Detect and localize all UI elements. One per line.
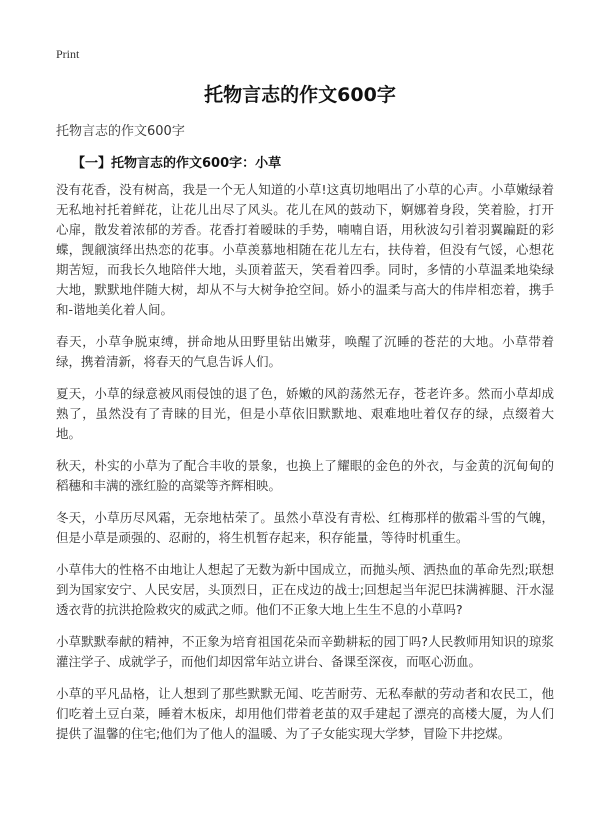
document-title: 托物言志的作文600字 (204, 84, 396, 106)
article-body (56, 180, 554, 756)
paragraph-6: 小草伟大的性格不由地让人想起了无数为新中国成立，而抛头颅、洒热血的革命先烈;联想到为国家安宁、人民安居，头顶烈日，正在戍边的战士;回想起当年泥巴抹满裤腿、汗水湿透衣背的抗洪抢险救灾的威武之师。他们不正象大地上生生不息的小草吗? (56, 562, 554, 617)
paragraph-4: 秋天，朴实的小草为了配合丰收的景象，也换上了耀眼的金色的外衣，与金黄的沉甸甸的稻穗和丰满的涨红脸的高粱等齐辉相映。 (56, 458, 554, 493)
paragraph-2: 春天，小草争脱束缚，拼命地从田野里钻出嫩芽，唤醒了沉睡的苍茫的大地。小草带着绿，携着清新，将春天的气息告诉人们。 (56, 334, 554, 369)
paragraph-7: 小草默默奉献的精神，不正象为培育祖国花朵而辛勤耕耘的园丁吗?人民教师用知识的琼浆灌注学子、成就学子，而他们却因常年站立讲台、备课至深夜，而呕心沥血。 (56, 634, 554, 669)
section-heading: 【一】托物言志的作文600字：小草 (72, 156, 282, 171)
paragraph-8: 小草的平凡品格，让人想到了那些默默无闻、吃苦耐劳、无私奉献的劳动者和农民工，他们吃着土豆白菜，睡着木板床，却用他们带着老茧的双手建起了漂亮的高楼大厦，为人们提供了温馨的住宅;他们为了他人的温暖、为了子女能实现大学梦，冒险下井挖煤。 (56, 686, 554, 741)
document-subtitle: 托物言志的作文600字 (56, 124, 185, 139)
paragraph-3: 夏天，小草的绿意被风雨侵蚀的退了色，娇嫩的风韵荡然无存，苍老许多。然而小草却成熟了，虽然没有了青睐的目光，但是小草依旧默默地、艰难地吐着仅存的绿，点缀着大地。 (56, 386, 554, 441)
paragraph-5: 冬天，小草历尽风霜，无奈地枯荣了。虽然小草没有青松、红梅那样的傲霜斗雪的气魄，但是小草是顽强的、忍耐的，将生机暂存起来，积存能量，等待时机重生。 (56, 510, 554, 545)
print-link[interactable]: Print (56, 47, 80, 61)
paragraph-1: 没有花香，没有树高，我是一个无人知道的小草!这真切地唱出了小草的心声。小草嫩绿着无私地衬托着鲜花，让花儿出尽了风头。花儿在风的鼓动下，婀娜着身段，笑着脸，打开心扉，散发着浓郁的芳香。花香打着暧昧的手势，喃喃自语，用秋波勾引着羽翼蹁跹的彩蝶，觊觎演绎出热恋的花事。小草羡慕地相随在花儿左右，扶侍着，但没有气馁，心想花期苦短，而我长久地陪伴大地，头顶着蓝天，笑看着四季。同时，多情的小草温柔地染绿大地，默默地伴随大树，却从不与大树争抢空间。娇小的温柔与高大的伟岸相恋着，携手和-谐地美化着人间。 (56, 182, 554, 317)
